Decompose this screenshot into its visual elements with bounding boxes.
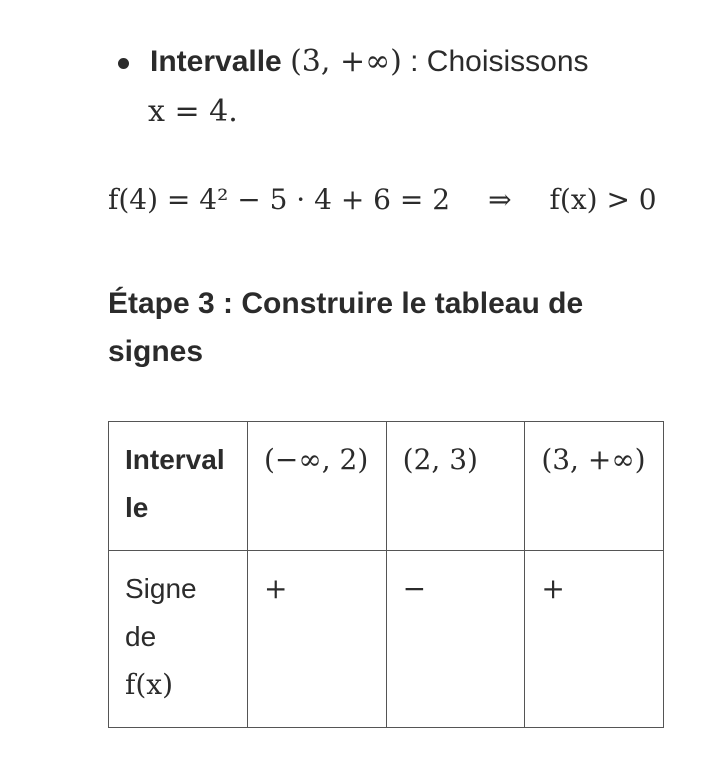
equation-rhs: f(x) > 0 bbox=[549, 183, 657, 216]
header-cell-interval: Intervalle bbox=[109, 422, 248, 551]
sign-cell-2: − bbox=[386, 551, 525, 728]
bullet-choice: x = 4. bbox=[148, 94, 238, 129]
row-label-cell bbox=[109, 551, 248, 728]
header-cell-interval-1: (−∞, 2) bbox=[248, 422, 387, 551]
bullet-interval: (3, +∞) bbox=[290, 44, 402, 79]
bullet-rest: : Choisissons bbox=[410, 45, 589, 78]
table-header-row bbox=[109, 422, 664, 551]
row-label-text: Signe de bbox=[125, 573, 197, 652]
section-heading: Étape 3 : Construire le tableau de signes bbox=[108, 287, 584, 368]
bullet-label: Intervalle bbox=[150, 45, 282, 78]
equation-lhs: f(4) = 4² − 5 · 4 + 6 = 2 bbox=[108, 183, 451, 216]
header-cell-interval-2: (2, 3) bbox=[386, 422, 525, 551]
sign-table bbox=[108, 421, 664, 728]
table-row bbox=[109, 551, 664, 728]
bullet-icon bbox=[118, 58, 129, 69]
row-label-math: f(x) bbox=[125, 668, 174, 701]
implies-symbol: ⇒ bbox=[488, 183, 512, 216]
header-cell-interval-3: (3, +∞) bbox=[525, 422, 664, 551]
equation bbox=[108, 178, 657, 222]
sign-cell-1: + bbox=[248, 551, 387, 728]
sign-cell-3: + bbox=[525, 551, 664, 728]
